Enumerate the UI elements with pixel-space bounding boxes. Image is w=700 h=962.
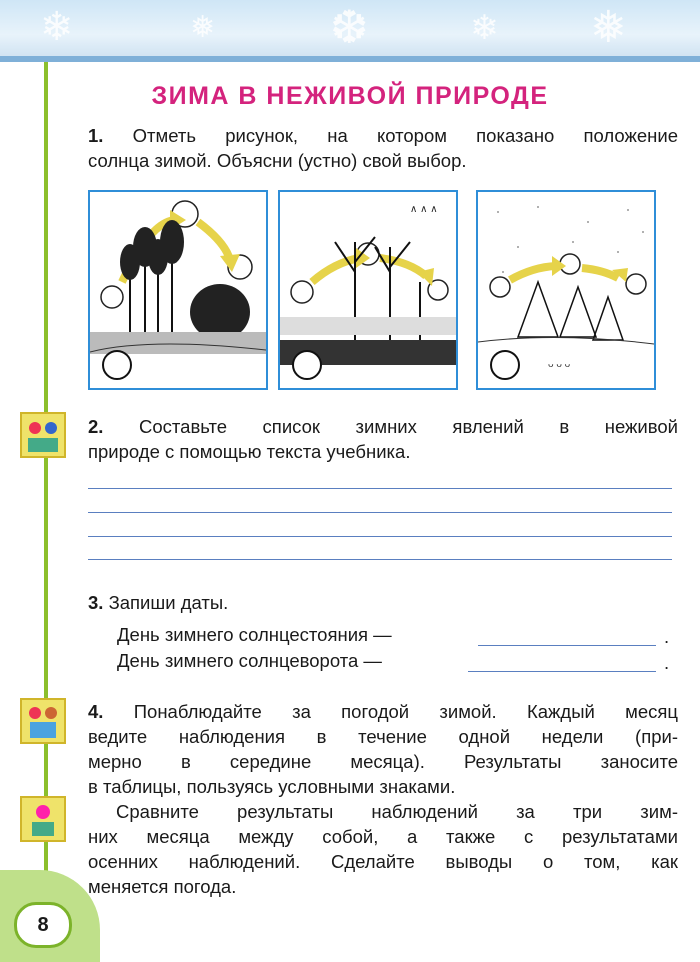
- task4-line: мерно в середине месяца). Результаты заносите: [88, 751, 678, 772]
- period: .: [664, 626, 670, 647]
- task1-text: [88, 123, 678, 173]
- snowflake-icon: ❅: [590, 2, 627, 53]
- page-title: ЗИМА В НЕЖИВОЙ ПРИРОДЕ: [151, 82, 549, 110]
- date-answer-line[interactable]: [468, 671, 656, 672]
- task3-text: [88, 590, 678, 615]
- task-number: 1.: [88, 125, 104, 146]
- period: .: [664, 652, 670, 673]
- snowflake-banner: [0, 0, 700, 58]
- snowflake-icon: ❅: [190, 10, 216, 45]
- girl-with-notebook-icon: [20, 796, 66, 842]
- snowflake-icon: ❄: [40, 4, 74, 50]
- date-row: [117, 650, 382, 672]
- task4-line: них месяца между собой, а также с результатами: [88, 826, 678, 847]
- page-number: 8: [14, 902, 72, 948]
- date-answer-line[interactable]: [478, 645, 656, 646]
- svg-text:∧ ∧ ∧: ∧ ∧ ∧: [410, 204, 438, 215]
- answer-checkbox[interactable]: [102, 350, 132, 380]
- task1-line: Отметь рисунок, на котором показано положение: [132, 125, 679, 146]
- task4-line: ведите наблюдения в течение одной недели (при-: [88, 726, 678, 747]
- summer-forest-picture: [88, 190, 268, 390]
- answer-line[interactable]: [88, 536, 672, 537]
- banner-stripe: [0, 56, 700, 62]
- task4-line: меняется погода.: [88, 876, 237, 897]
- task2-line: природе с помощью текста учебника.: [88, 441, 411, 462]
- task2-text: [88, 414, 678, 464]
- snowflake-icon: ❆: [330, 0, 369, 54]
- task-number: 2.: [88, 416, 104, 437]
- task4-text: [88, 699, 678, 899]
- date-label: День зимнего солнцестояния —: [117, 624, 392, 645]
- svg-text:ᴗ ᴗ ᴗ: ᴗ ᴗ ᴗ: [548, 359, 571, 370]
- task4-line: Понаблюдайте за погодой зимой. Каждый месяц: [133, 701, 679, 722]
- date-row: [117, 624, 392, 646]
- group-work-icon: [20, 412, 66, 458]
- reading-children-icon: [20, 698, 66, 744]
- task1-line: солнца зимой. Объясни (устно) свой выбор.: [88, 150, 467, 171]
- spring-autumn-picture: [278, 190, 458, 390]
- winter-forest-picture: [476, 190, 656, 390]
- snowflake-icon: ❄: [470, 8, 499, 48]
- task4-line: в таблицы, пользуясь условными знаками.: [88, 776, 456, 797]
- answer-checkbox[interactable]: [292, 350, 322, 380]
- task-number: 4.: [88, 701, 104, 722]
- task3-instruction: Запиши даты.: [108, 592, 229, 613]
- task4-line: осенних наблюдений. Сделайте выводы о том, как: [88, 851, 678, 872]
- answer-line[interactable]: [88, 488, 672, 489]
- task-number: 3.: [88, 592, 104, 613]
- answer-line[interactable]: [88, 512, 672, 513]
- date-label: День зимнего солнцеворота —: [117, 650, 382, 671]
- task2-line: Составьте список зимних явлений в неживой: [138, 416, 678, 437]
- answer-line[interactable]: [88, 559, 672, 560]
- answer-checkbox[interactable]: [490, 350, 520, 380]
- task4-line: Сравните результаты наблюдений за три зим-: [116, 801, 678, 822]
